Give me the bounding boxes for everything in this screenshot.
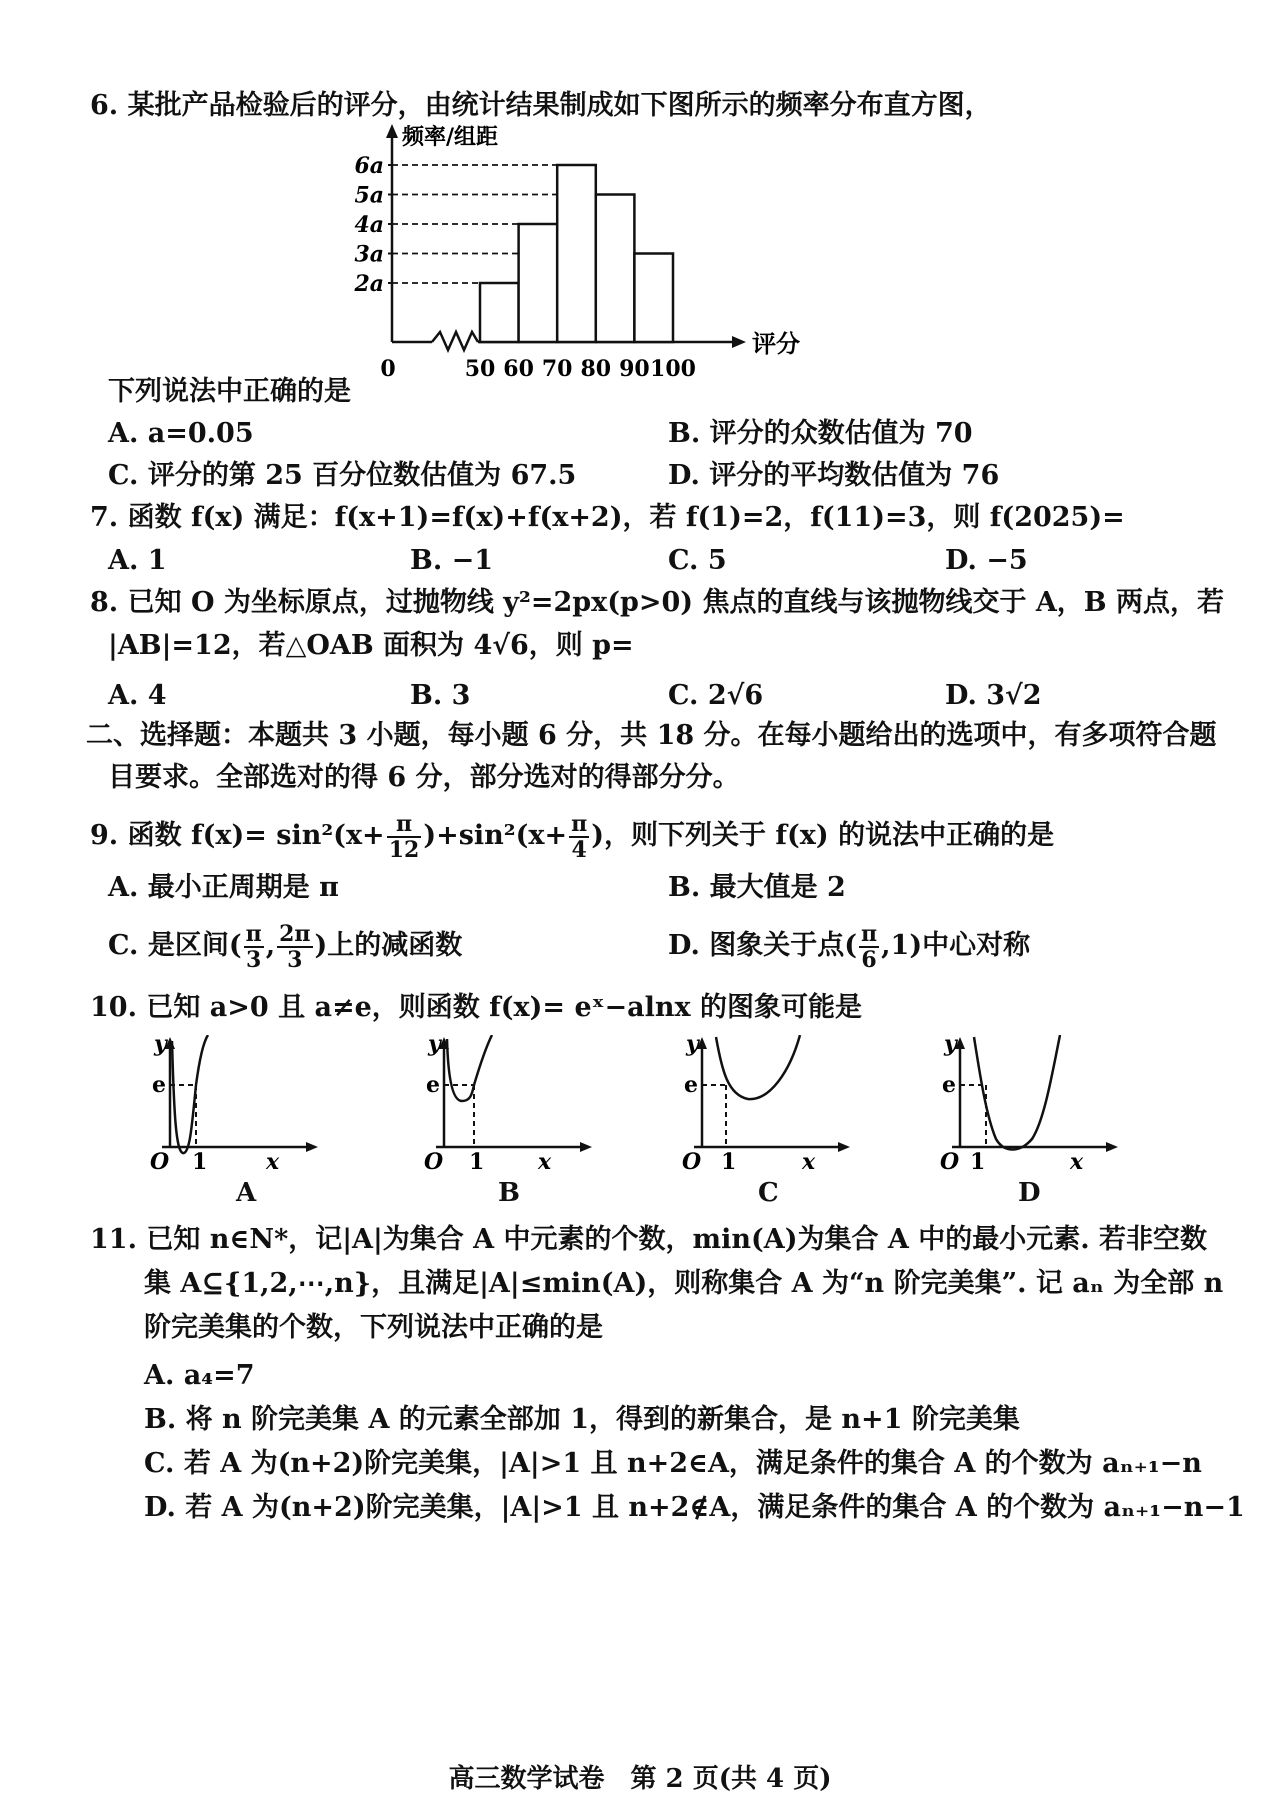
q7-option-d: D. −5 [945,545,1028,576]
x-tick-label: 50 [464,356,496,380]
graph-c-x-label: x [802,1149,816,1175]
section2-line2: 目要求。全部选对的得 6 分，部分选对的得部分分。 [108,762,740,793]
q9-d-frac [859,922,879,972]
q6-option-b: B. 评分的众数估值为 70 [668,418,973,449]
y-tick-label: 4a [354,212,384,238]
q11-stem-line2: 集 A⊆{1,2,⋯,n}，且满足|A|≤min(A)，则称集合 A 为“n 阶完美集”. 记 aₙ 为全部 n [144,1268,1224,1299]
graph-a-origin-label: O [150,1149,170,1175]
q6-option-a: A. a=0.05 [108,418,254,449]
q6-prompt: 下列说法中正确的是 [108,376,351,407]
frac-den: 3 [287,946,303,973]
graph-a-e-label: e [152,1072,166,1098]
q8-stem-line1: 8. 已知 O 为坐标原点，过抛物线 y²=2px(p>0) 焦点的直线与该抛物线交于 A，B 两点，若 [90,587,1225,618]
q11-stem-line3: 阶完美集的个数，下列说法中正确的是 [144,1312,603,1343]
q9-c-frac1 [244,922,264,972]
axis-break [432,332,478,350]
histogram-bar [519,224,558,342]
q11-option-c: C. 若 A 为(n+2)阶完美集，|A|>1 且 n+2∈A，满足条件的集合 A 的个数为 aₙ₊₁−n [144,1448,1202,1479]
q8-stem-line2: |AB|=12，若△OAB 面积为 4√6，则 p= [108,630,634,661]
q9-option-d [668,918,1030,974]
q9-frac-pi-4 [569,812,589,862]
q7-stem: 7. 函数 f(x) 满足：f(x+1)=f(x)+f(x+2)，若 f(1)=2，f(11)=3，则 f(2025)= [90,502,1125,533]
q9-stem [90,808,1054,864]
histogram-bar [557,165,596,342]
q9-stem-pre: 9. 函数 f(x)= sin²(x+ [90,820,385,851]
q6-option-c: C. 评分的第 25 百分位数估值为 67.5 [108,460,577,491]
q9-d-pre: D. 图象关于点( [668,930,858,961]
section2-line1: 二、选择题：本题共 3 小题，每小题 6 分，共 18 分。在每小题给出的选项中，有多项符合题 [86,720,1217,751]
x-tick-label: 90 [619,356,650,380]
q9-d-post: ,1)中心对称 [881,930,1031,961]
x-axis-label: 评分 [752,329,800,358]
q11-option-d: D. 若 A 为(n+2)阶完美集，|A|>1 且 n+2∉A，满足条件的集合 A 的个数为 aₙ₊₁−n−1 [144,1492,1245,1523]
graph-c-caption: C [758,1178,779,1208]
x-tick-label: 60 [503,356,534,380]
graph-c-origin-label: O [682,1149,702,1175]
q10-stem: 10. 已知 a>0 且 a≠e，则函数 f(x)= eˣ−alnx 的图象可能是 [90,992,862,1023]
histogram-bar [596,195,635,343]
q9-c-post: )上的减函数 [314,930,463,961]
graph-c-y-label: y [686,1035,699,1057]
q8-option-a: A. 4 [108,680,167,711]
q7-option-a: A. 1 [108,545,167,576]
q11-option-a: A. a₄=7 [144,1360,255,1391]
graph-a-y-label: y [154,1035,167,1057]
y-tick-label: 2a [354,271,384,297]
q9-frac-pi-12 [387,812,422,862]
q9-option-c [108,918,462,974]
graph-d-x-label: x [1070,1149,1084,1175]
y-axis-label: 频率/组距 [402,124,499,150]
frac-num: π [245,920,262,947]
x-axis-arrow [732,336,746,348]
q8-option-d: D. 3√2 [945,680,1042,711]
x-tick-label: 0 [380,356,396,380]
histogram-bar [634,254,673,343]
q9-option-a: A. 最小正周期是 π [108,872,339,903]
graph-d-origin-label: O [940,1149,960,1175]
q6-stem: 6. 某批产品检验后的评分，由统计结果制成如下图所示的频率分布直方图， [90,90,992,121]
frac-num: 2π [279,920,311,947]
frac-den: 12 [388,836,420,863]
graph-c-e-label: e [684,1072,698,1098]
q8-option-b: B. 3 [410,680,471,711]
graph-b-caption: B [498,1178,520,1208]
q10-graph-b [414,1035,604,1185]
graph-d-y-label: y [944,1035,957,1057]
q9-c-frac2 [277,922,312,972]
y-tick-label: 5a [354,182,384,209]
graph-d-caption: D [1018,1178,1041,1208]
q6-option-d: D. 评分的平均数估值为 76 [668,460,1000,491]
graph-d-one-label: 1 [970,1149,986,1175]
x-tick-label: 80 [580,356,612,380]
q10-graph-c [672,1035,862,1185]
q9-c-mid: , [265,930,276,961]
y-tick-label: 6a [354,153,384,179]
graph-c-one-label: 1 [721,1149,737,1175]
x-tick-label: 100 [650,356,696,380]
graph-a-one-label: 1 [192,1149,208,1175]
frac-den: 3 [245,946,262,973]
graph-b-one-label: 1 [469,1149,485,1175]
frac-num: π [861,920,878,947]
graph-a-x-label: x [266,1149,280,1175]
histogram-bar [480,283,519,342]
y-tick-label: 3a [354,241,384,268]
y-axis-arrow [386,124,398,138]
q9-stem-mid: )+sin²(x+ [423,820,568,851]
x-tick-label: 70 [541,356,573,380]
q8-option-c: C. 2√6 [668,680,764,711]
q9-option-b: B. 最大值是 2 [668,872,846,903]
graph-b-y-label: y [428,1035,441,1057]
q7-option-c: C. 5 [668,545,727,576]
graph-b-x-label: x [538,1149,552,1175]
frac-num: π [571,810,588,837]
q11-option-b: B. 将 n 阶完美集 A 的元素全部加 1，得到的新集合，是 n+1 阶完美集 [144,1404,1020,1435]
q10-graph-d [930,1035,1130,1185]
graph-d-e-label: e [942,1072,956,1098]
page-footer: 高三数学试卷 第 2 页(共 4 页) [448,1764,832,1794]
graph-a-caption: A [236,1178,257,1208]
histogram-chart [300,118,820,380]
frac-num: π [387,812,422,838]
graph-b-origin-label: O [424,1149,444,1175]
frac-den: 6 [861,946,877,973]
q10-graph-a [140,1035,330,1185]
q7-option-b: B. −1 [410,545,494,576]
frac-den: 4 [571,836,587,863]
q9-c-pre: C. 是区间( [108,930,242,961]
q9-stem-post: )，则下列关于 f(x) 的说法中正确的是 [591,820,1055,851]
graph-b-e-label: e [426,1072,440,1098]
q11-stem-line1: 11. 已知 n∈N*，记|A|为集合 A 中元素的个数，min(A)为集合 A 中的最小元素. 若非空数 [90,1224,1208,1255]
